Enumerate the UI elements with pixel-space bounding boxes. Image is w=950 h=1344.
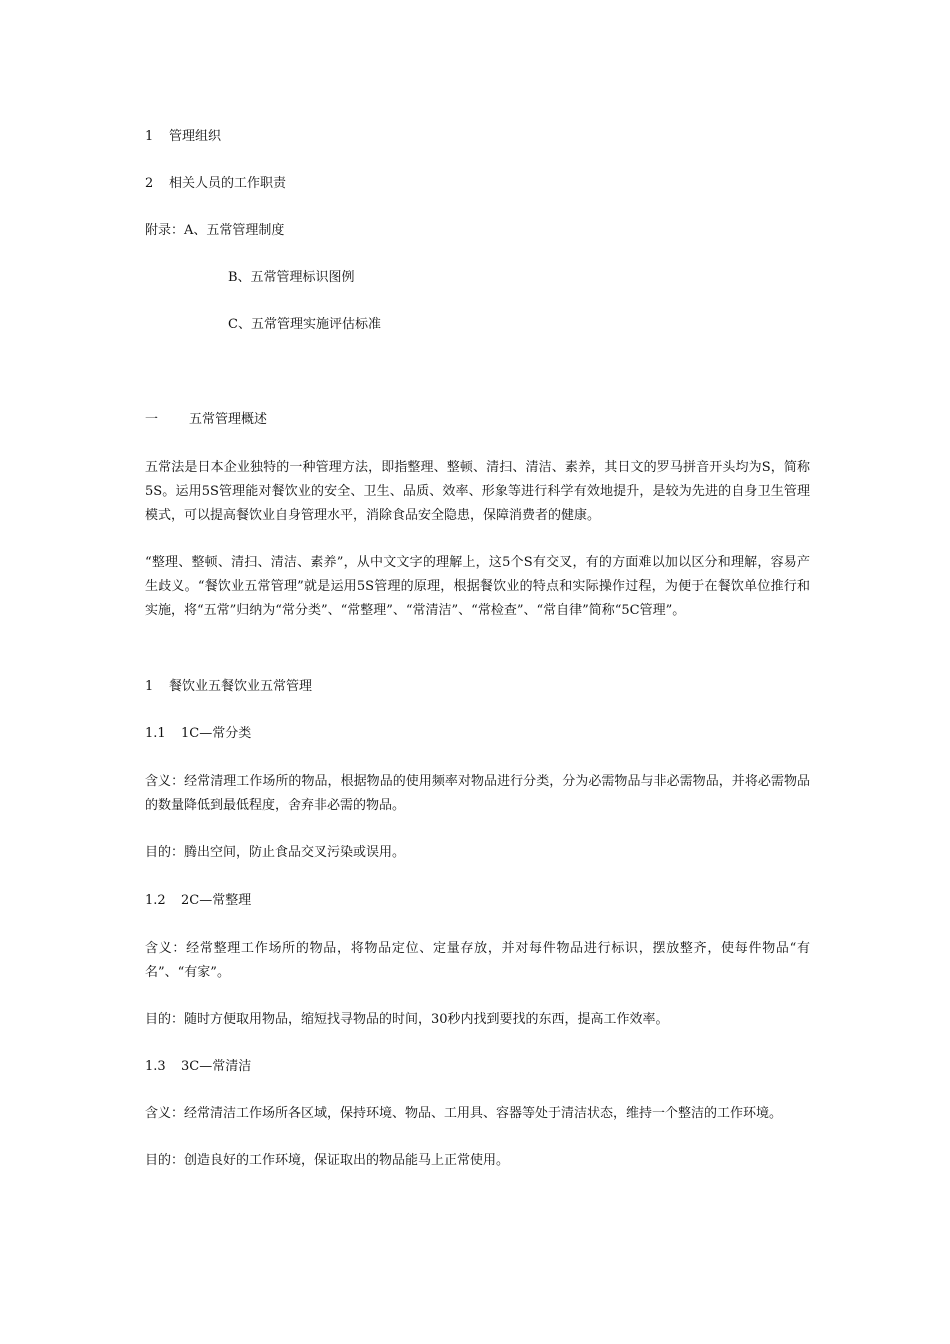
meaning-paragraph: 含义：经常整理工作场所的物品，将物品定位、定量存放，并对每件物品进行标识，摆放整齐，使每件物品“有名”、“有家”。 bbox=[145, 941, 810, 980]
intro-paragraph: 五常法是日本企业独特的一种管理方法，即指整理、整顿、清扫、清洁、素养，其日文的罗马拼音开头均为S，简称5S。运用5S管理能对餐饮业的安全、卫生、品质、效率、形象等进行科学有效地提升，是较为先进的自身卫生管理模式，可以提高餐饮业自身管理水平，消除食品安全隐患，保障消费者的健康。 bbox=[145, 460, 810, 523]
subsection-title: 1C—常分类 bbox=[181, 726, 252, 741]
appendix-item: C、五常管理实施评估标准 bbox=[228, 317, 381, 332]
toc-text: 管理组织 bbox=[169, 129, 222, 144]
meaning-paragraph: 含义：经常清理工作场所的物品，根据物品的使用频率对物品进行分类，分为必需物品与非必需物品，并将必需物品的数量降低到最低程度，舍弃非必需的物品。 bbox=[145, 774, 810, 813]
purpose-paragraph: 目的：创造良好的工作环境，保证取出的物品能马上正常使用。 bbox=[145, 1153, 510, 1168]
purpose-paragraph: 目的：随时方便取用物品，缩短找寻物品的时间，30秒内找到要找的东西，提高工作效率。 bbox=[145, 1012, 669, 1027]
toc-item bbox=[145, 176, 286, 192]
toc-number: 2 bbox=[145, 176, 154, 191]
subsection-number: 1.3 bbox=[145, 1059, 166, 1074]
subsection-number: 1.1 bbox=[145, 726, 166, 741]
section-number: 一 bbox=[145, 412, 159, 427]
appendix-item: A、五常管理制度 bbox=[184, 223, 285, 238]
heading-text: 餐饮业五餐饮业五常管理 bbox=[169, 679, 313, 694]
toc-number: 1 bbox=[145, 129, 154, 144]
section-title: 五常管理概述 bbox=[189, 412, 268, 427]
heading-1 bbox=[145, 679, 312, 695]
subsection-number: 1.2 bbox=[145, 893, 166, 908]
subsection-title: 3C—常清洁 bbox=[181, 1059, 252, 1074]
subsection-title: 2C—常整理 bbox=[181, 893, 252, 908]
subsection-heading bbox=[145, 726, 251, 742]
heading-number: 1 bbox=[145, 679, 154, 694]
toc-item bbox=[145, 129, 221, 145]
second-paragraph: “整理、整顿、清扫、清洁、素养”，从中文文字的理解上，这5个S有交叉，有的方面难以加以区分和理解，容易产生歧义。“餐饮业五常管理”就是运用5S管理的原理，根据餐饮业的特点和实际操作过程，为便于在餐饮单位推行和实施，将“五常”归纳为“常分类”、“常整理”、“常清洁”、“常检查”、“常自律”简称“5C管理”。 bbox=[145, 555, 810, 618]
appendix-label: 附录： bbox=[145, 223, 185, 238]
appendix-line bbox=[145, 223, 284, 239]
appendix-item: B、五常管理标识图例 bbox=[228, 270, 355, 285]
toc-text: 相关人员的工作职责 bbox=[169, 176, 287, 191]
subsection-heading bbox=[145, 1059, 251, 1075]
purpose-paragraph: 目的：腾出空间，防止食品交叉污染或误用。 bbox=[145, 845, 406, 860]
meaning-paragraph: 含义：经常清洁工作场所各区域，保持环境、物品、工用具、容器等处于清洁状态，维持一个整洁的工作环境。 bbox=[145, 1106, 783, 1121]
section-heading bbox=[145, 412, 267, 428]
subsection-heading bbox=[145, 893, 251, 909]
